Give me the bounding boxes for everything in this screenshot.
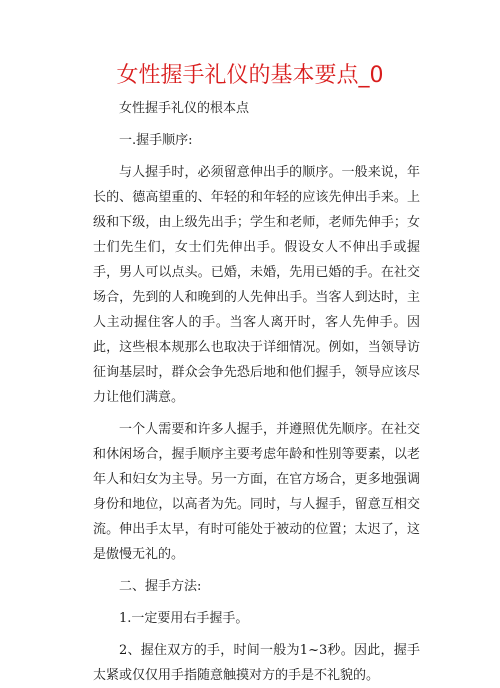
body-paragraph: 与人握手时，必须留意伸出手的顺序。一般来说，年长的、德高望重的、年轻的和年轻的应该先伸出手来。上级和下级，由上级先出手；学生和老师，老师先伸手；女士们先生们，女士们先伸出手。假设女人不伸出手或握手，男人可以点头。已婚，未婚，先用已婚的手。在社交场合，先到的人和晚到的人先伸出手。当客人到达时，主人主动握住客人的手。当客人离开时，客人先伸手。因此，这些根本规那么也取决于详细情况。例如，当领导访征询基层时，群众会争先恐后地和他们握手，领导应该尽力让他们满意。 — [93, 165, 420, 405]
section-subheading: 一.握手顺序: — [119, 133, 193, 148]
document-body — [93, 96, 420, 688]
body-paragraph: 2、握住双方的手，时间一般为1~3秒。因此，握手太紧或仅仅用手指随意触摸对方的手是不礼貌的。 — [93, 643, 420, 683]
section-subheading: 二、握手方法: — [119, 579, 202, 594]
document-title: 女性握手礼仪的基本要点_0 — [116, 63, 384, 88]
body-paragraph: 一个人需要和许多人握手，并遵照优先顺序。在社交和休闲场合，握手顺序主要考虑年龄和性别等要素，以老年人和妇女为主导。另一方面，在官方场合，更多地强调身份和地位，以高者为先。同时，与人握手，留意互相交流。伸出手太早，有时可能处于被动的位置；太迟了，这是傲慢无礼的。 — [93, 422, 420, 562]
body-paragraph: 1.一定要用右手握手。 — [119, 611, 249, 626]
section-heading: 女性握手礼仪的根本点 — [119, 101, 250, 116]
